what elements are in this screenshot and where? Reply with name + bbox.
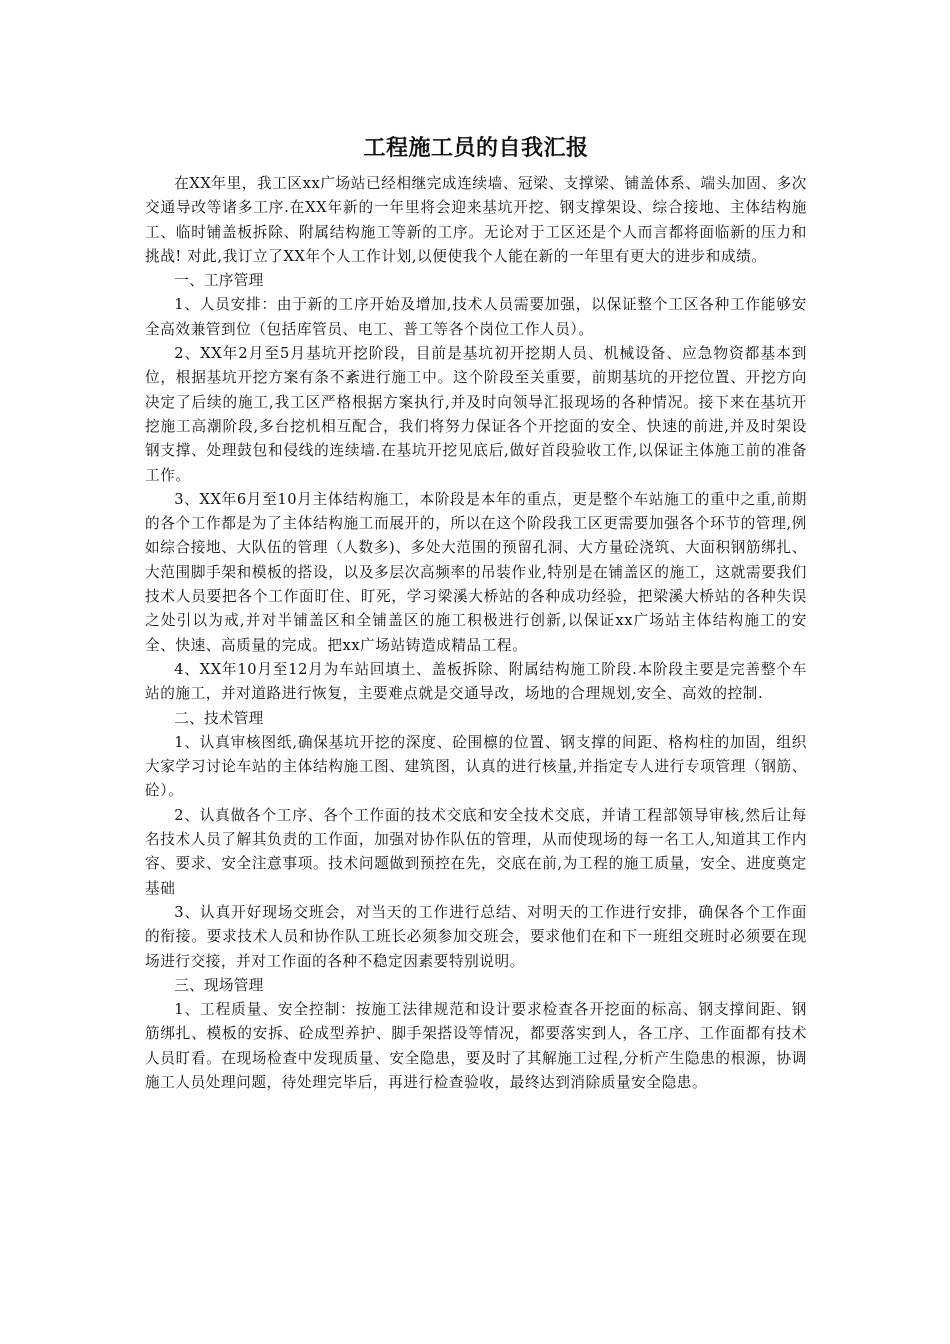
paragraph-backfill: 4、XX年10月至12月为车站回填土、盖板拆除、附属结构施工阶段.本阶段主要是完善整个车站的施工，并对道路进行恢复，主要难点就是交通导改，场地的合理规划,安全、高效的控制. xyxy=(145,660,807,703)
paragraph-briefing: 2、认真做各个工序、各个工作面的技术交底和安全技术交底，并请工程部领导审核,然后让每名技术人员了解其负责的工作面，加强对协作队伍的管理，从而使现场的每一名工人,知道其工作内容、要求、安全注意事项。技术问题做到预控在先，交底在前,为工程的施工质量，安全、进度奠定基础 xyxy=(145,806,807,897)
paragraph-main-structure: 3、XX年6月至10月主体结构施工，本阶段是本年的重点，更是整个车站施工的重中之重,前期的各个工作都是为了主体结构施工而展开的，所以在这个阶段我工区更需要加强各个环节的管理,例如综合接地、大队伍的管理（人数多)、多处大范围的预留孔洞、大方量砼浇筑、大面积钢筋绑扎、大范围脚手架和模板的搭设，以及多层次高频率的吊装作业,特别是在铺盖区的施工，这就需要我们技术人员要把各个工作面盯住、盯死，学习梁溪大桥站的各种成功经验，把梁溪大桥站的各种失误之处引以为戒,并对半铺盖区和全铺盖区的施工积极进行创新,以保证xx广场站主体结构施工的安全、快速、高质量的完成。把xx广场站铸造成精品工程。 xyxy=(145,490,807,654)
document-title: 工程施工员的自我汇报 xyxy=(363,136,589,161)
document-body xyxy=(145,172,807,1095)
section-heading-process: 一、工序管理 xyxy=(174,272,264,290)
paragraph-quality-safety: 1、工程质量、安全控制：按施工法律规范和设计要求检查各开挖面的标高、钢支撑间距、钢筋绑扎、模板的安拆、砼成型养护、脚手架搭设等情况，都要落实到人，各工序、工作面都有技术人员盯看。在现场检查中发现质量、安全隐患，要及时了其解施工过程,分析产生隐患的根源，协调施工人员处理问题，待处理完毕后，再进行检查验收，最终达到消除质量安全隐患。 xyxy=(145,1001,807,1091)
paragraph-excavation: 2、XX年2月至5月基坑开挖阶段，目前是基坑初开挖期人员、机械设备、应急物资都基本到位，根据基坑开挖方案有条不紊进行施工中。这个阶段至关重要，前期基坑的开挖位置、开挖方向决定了后续的施工,我工区严格根据方案执行,并及时向领导汇报现场的各种情况。接下来在基坑开挖施工高潮阶段,多台挖机相互配合，我们将努力保证各个开挖面的安全、快速的前进,并及时架设钢支撑、处理鼓包和侵线的连续墙.在基坑开挖见底后,做好首段验收工作,以保证主体施工前的准备工作。 xyxy=(145,345,807,484)
paragraph-drawings: 1、认真审核图纸,确保基坑开挖的深度、砼围檩的位置、钢支撑的间距、格构柱的加固，组织大家学习讨论车站的主体结构施工图、建筑图，认真的进行核量,并指定专人进行专项管理（钢筋、砼）。 xyxy=(145,733,807,800)
intro-paragraph: 在XX年里，我工区xx广场站已经相继完成连续墙、冠梁、支撑梁、铺盖体系、端头加固、多次交通导改等诸多工序.在XX年新的一年里将会迎来基坑开挖、钢支撑架设、综合接地、主体结构施工、临时铺盖板拆除、附属结构施工等新的工序。无论对于工区还是个人而言都将面临新的压力和挑战! 对此,我订立了XX年个人工作计划,以便使我个人能在新的一年里有更大的进步和成绩。 xyxy=(145,175,807,265)
section-heading-site: 三、现场管理 xyxy=(174,976,264,994)
paragraph-shift-meeting: 3、认真开好现场交班会，对当天的工作进行总结、对明天的工作进行安排，确保各个工作面的衔接。要求技术人员和协作队工班长必须参加交班会，要求他们在和下一班组交班时必须要在现场进行交接，并对工作面的各种不稳定因素要特别说明。 xyxy=(145,903,807,970)
paragraph-staffing: 1、人员安排：由于新的工序开始及增加,技术人员需要加强，以保证整个工区各种工作能够安全高效兼管到位（包括库管员、电工、普工等各个岗位工作人员）。 xyxy=(145,296,807,338)
section-heading-technical: 二、技术管理 xyxy=(174,709,264,727)
document-page xyxy=(145,133,807,1095)
